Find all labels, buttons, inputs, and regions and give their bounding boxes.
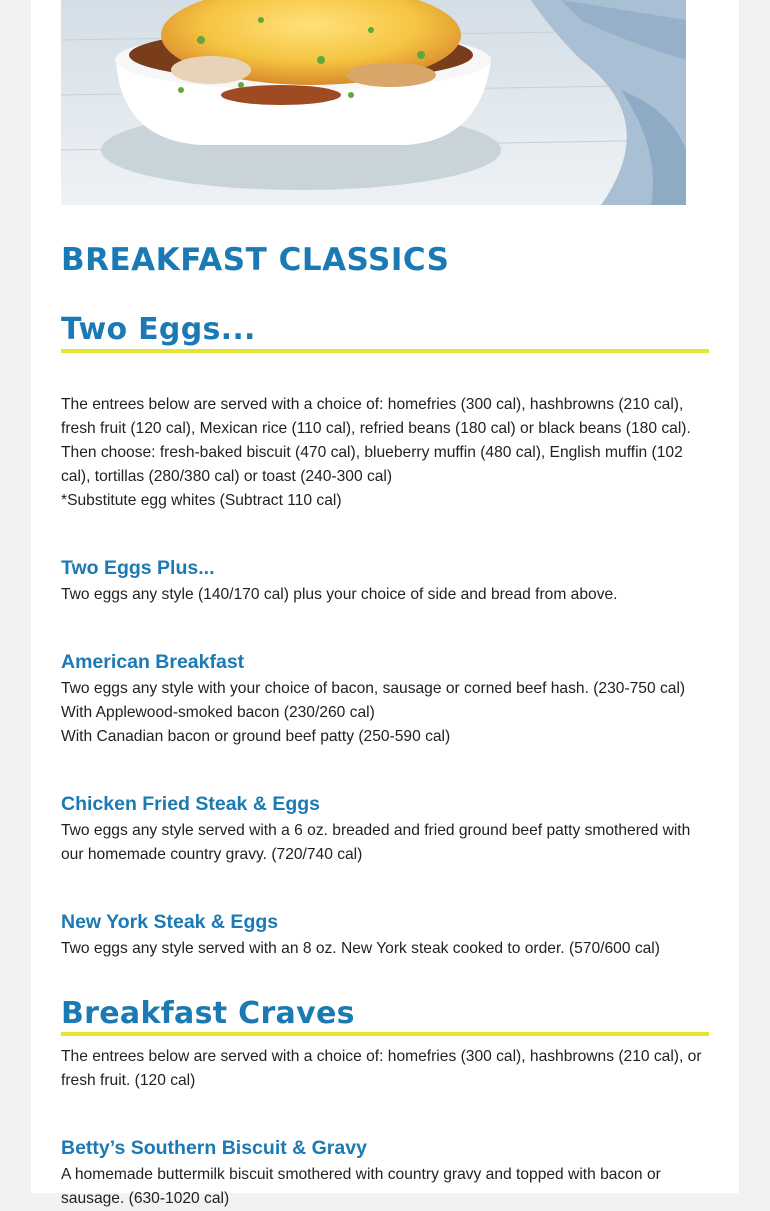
item-description bbox=[61, 677, 713, 749]
item-line: Two eggs any style with your choice of bacon, sausage or corned beef hash. (230-750 cal) bbox=[61, 680, 686, 697]
intro-sides: The entrees below are served with a choice of: homefries (300 cal), hashbrowns (210 cal), fresh fruit (120 cal), Mexican rice (110 cal), refried beans (180 cal) or black beans (180 cal). bbox=[61, 396, 691, 437]
item-title-chicken-fried-steak: Chicken Fried Steak & Eggs bbox=[61, 793, 320, 815]
item-description: Two eggs any style served with a 6 oz. breaded and fried ground beef patty smothered with our homemade country gravy. (720/740 cal) bbox=[61, 822, 691, 863]
hero-food-photo bbox=[61, 0, 686, 205]
item-line: With Applewood-smoked bacon (230/260 cal) bbox=[61, 704, 375, 721]
group-intro bbox=[61, 393, 713, 513]
item-description: Two eggs any style served with an 8 oz. New York steak cooked to order. (570/600 cal) bbox=[61, 940, 660, 957]
yellow-divider bbox=[61, 349, 709, 353]
group-title-breakfast-craves: Breakfast Craves bbox=[61, 996, 355, 1031]
group-title-two-eggs: Two Eggs... bbox=[61, 312, 256, 347]
item-title-two-eggs-plus: Two Eggs Plus... bbox=[61, 557, 215, 579]
section-title: BREAKFAST CLASSICS bbox=[61, 242, 450, 278]
item-title-southern-biscuit-gravy: Betty’s Southern Biscuit & Gravy bbox=[61, 1137, 367, 1159]
item-title-new-york-steak: New York Steak & Eggs bbox=[61, 911, 279, 933]
yellow-divider bbox=[61, 1032, 709, 1036]
item-title-american-breakfast: American Breakfast bbox=[61, 651, 245, 673]
item-description: Two eggs any style (140/170 cal) plus your choice of side and bread from above. bbox=[61, 586, 618, 603]
intro-breads: Then choose: fresh-baked biscuit (470 cal), blueberry muffin (480 cal), English muffin (102 cal), tortillas (280/380 cal) or toast (240-300 cal) bbox=[61, 444, 683, 485]
item-description: A homemade buttermilk biscuit smothered with country gravy and topped with bacon or sausage. (630-1020 cal) bbox=[61, 1166, 661, 1207]
group-intro: The entrees below are served with a choice of: homefries (300 cal), hashbrowns (210 cal), or fresh fruit. (120 cal) bbox=[61, 1048, 702, 1089]
menu-page bbox=[31, 0, 739, 1207]
intro-substitute: *Substitute egg whites (Subtract 110 cal) bbox=[61, 492, 342, 509]
breakfast-bowl-image bbox=[61, 0, 686, 205]
item-line: With Canadian bacon or ground beef patty (250-590 cal) bbox=[61, 728, 451, 745]
